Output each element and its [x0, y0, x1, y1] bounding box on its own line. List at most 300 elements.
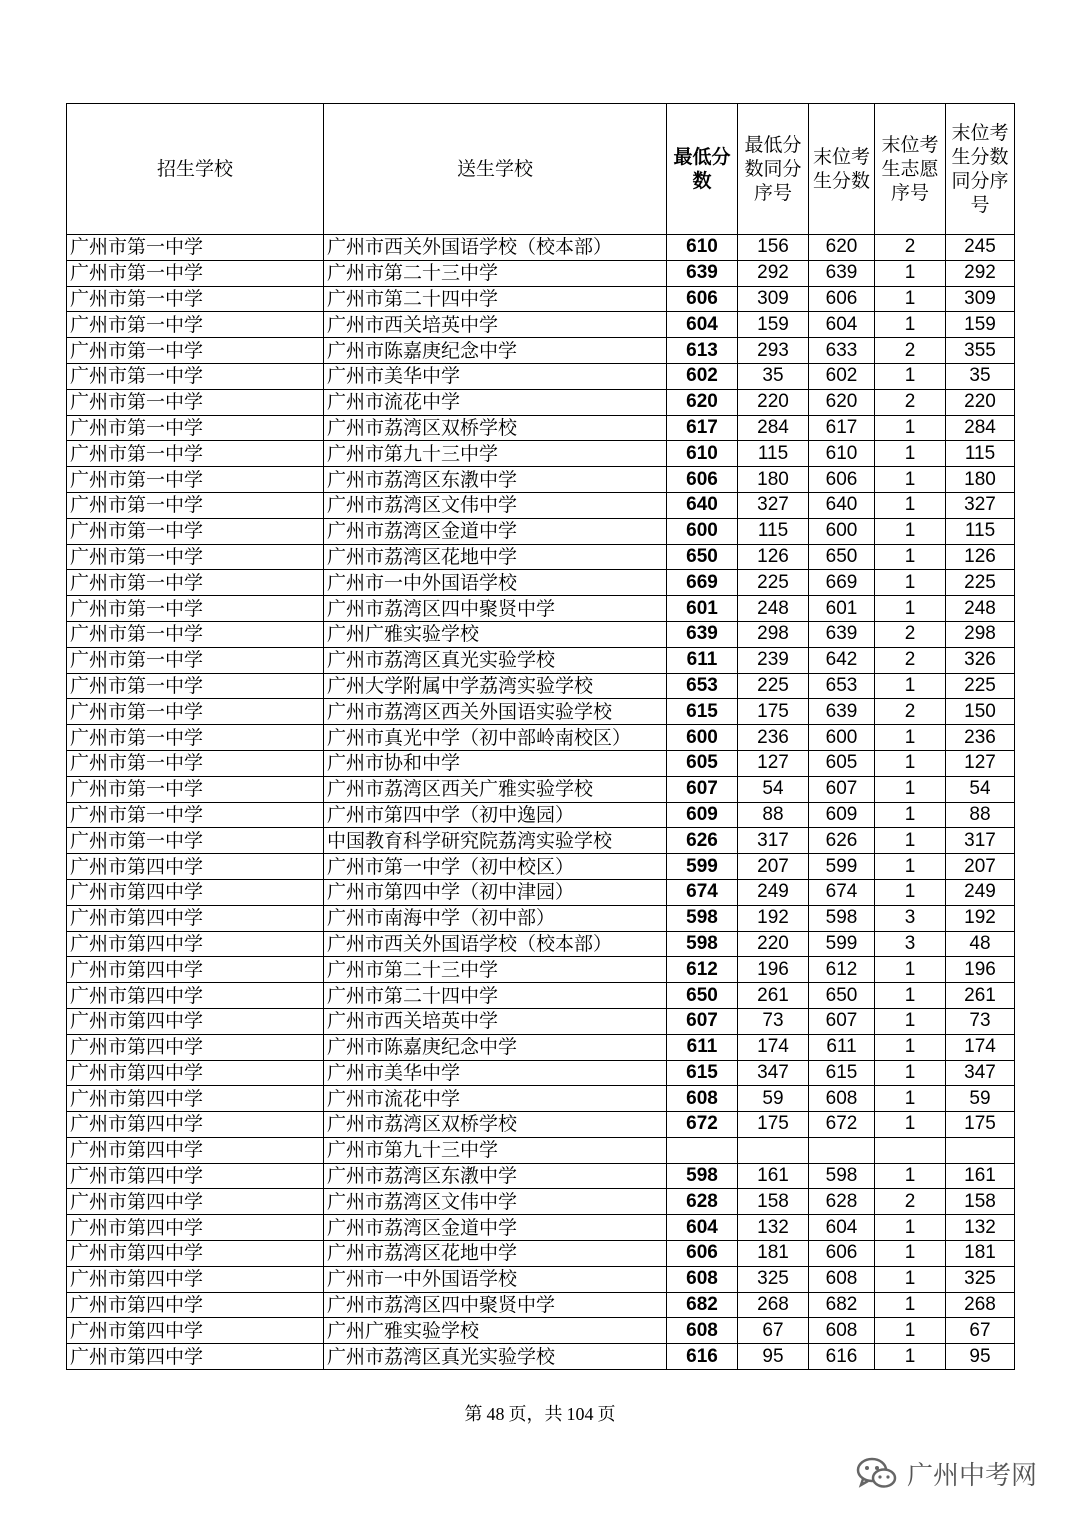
table-row	[67, 1344, 1015, 1370]
cell-sending-school: 广州市一中外国语学校	[324, 1266, 667, 1292]
cell-recruiting-school: 广州市第一中学	[67, 647, 324, 673]
table-row	[67, 725, 1015, 751]
cell-last-choice-no: 1	[875, 544, 946, 570]
cell-last-choice-no: 2	[875, 1189, 946, 1215]
cell-sending-school: 广州大学附属中学荔湾实验学校	[324, 673, 667, 699]
cell-sending-school: 广州广雅实验学校	[324, 1318, 667, 1344]
cell-min-score: 600	[667, 518, 738, 544]
cell-last-score: 611	[809, 1034, 875, 1060]
footer-suffix: 页	[597, 1404, 616, 1424]
header-row	[67, 104, 1015, 235]
cell-last-score-rank: 196	[946, 957, 1015, 983]
cell-last-score-rank: 225	[946, 570, 1015, 596]
cell-min-score: 611	[667, 1034, 738, 1060]
cell-recruiting-school: 广州市第一中学	[67, 621, 324, 647]
cell-recruiting-school: 广州市第四中学	[67, 1137, 324, 1163]
table-row	[67, 312, 1015, 338]
cell-last-score-rank: 261	[946, 983, 1015, 1009]
cell-min-score-rank: 293	[738, 338, 809, 364]
cell-min-score: 604	[667, 1215, 738, 1241]
cell-recruiting-school: 广州市第四中学	[67, 905, 324, 931]
cell-min-score: 610	[667, 441, 738, 467]
cell-min-score-rank: 180	[738, 467, 809, 493]
table-row	[67, 1215, 1015, 1241]
cell-last-choice-no: 2	[875, 338, 946, 364]
cell-recruiting-school: 广州市第四中学	[67, 1292, 324, 1318]
cell-recruiting-school: 广州市第四中学	[67, 983, 324, 1009]
cell-last-score: 682	[809, 1292, 875, 1318]
cell-min-score: 620	[667, 389, 738, 415]
cell-recruiting-school: 广州市第四中学	[67, 957, 324, 983]
cell-last-score: 608	[809, 1318, 875, 1344]
cell-last-score-rank: 59	[946, 1086, 1015, 1112]
cell-min-score: 608	[667, 1266, 738, 1292]
cell-last-choice-no: 1	[875, 286, 946, 312]
cell-min-score-rank: 225	[738, 673, 809, 699]
header-min-score: 最低分数	[667, 104, 738, 235]
cell-last-score: 620	[809, 389, 875, 415]
cell-recruiting-school: 广州市第一中学	[67, 699, 324, 725]
cell-last-score: 642	[809, 647, 875, 673]
cell-last-choice-no: 2	[875, 699, 946, 725]
cell-sending-school: 广州市西关培英中学	[324, 1008, 667, 1034]
cell-sending-school: 广州市美华中学	[324, 363, 667, 389]
cell-sending-school: 广州市第二十四中学	[324, 286, 667, 312]
header-sending-school: 送生学校	[324, 104, 667, 235]
cell-last-score: 650	[809, 544, 875, 570]
header-last-score: 末位考生分数	[809, 104, 875, 235]
cell-last-choice-no: 1	[875, 363, 946, 389]
cell-last-score-rank: 132	[946, 1215, 1015, 1241]
cell-min-score-rank: 132	[738, 1215, 809, 1241]
cell-recruiting-school: 广州市第一中学	[67, 518, 324, 544]
cell-min-score: 600	[667, 725, 738, 751]
cell-min-score-rank: 220	[738, 931, 809, 957]
cell-min-score-rank: 220	[738, 389, 809, 415]
cell-recruiting-school: 广州市第四中学	[67, 1241, 324, 1267]
cell-last-choice-no: 1	[875, 802, 946, 828]
cell-last-score: 617	[809, 415, 875, 441]
cell-recruiting-school: 广州市第一中学	[67, 286, 324, 312]
cell-last-score-rank: 54	[946, 776, 1015, 802]
cell-last-score-rank: 268	[946, 1292, 1015, 1318]
cell-last-score: 606	[809, 1241, 875, 1267]
header-min-score-rank: 最低分数同分序号	[738, 104, 809, 235]
cell-last-score: 653	[809, 673, 875, 699]
cell-recruiting-school: 广州市第一中学	[67, 750, 324, 776]
cell-sending-school: 广州市荔湾区西关广雅实验学校	[324, 776, 667, 802]
cell-min-score-rank: 127	[738, 750, 809, 776]
cell-min-score: 601	[667, 596, 738, 622]
cell-recruiting-school: 广州市第四中学	[67, 931, 324, 957]
cell-last-choice-no: 1	[875, 1292, 946, 1318]
cell-last-score-rank: 161	[946, 1163, 1015, 1189]
cell-last-score: 616	[809, 1344, 875, 1370]
cell-min-score: 682	[667, 1292, 738, 1318]
cell-sending-school: 广州市西关培英中学	[324, 312, 667, 338]
cell-last-score-rank: 284	[946, 415, 1015, 441]
cell-sending-school: 广州市第二十三中学	[324, 260, 667, 286]
cell-sending-school: 广州市荔湾区双桥学校	[324, 415, 667, 441]
cell-recruiting-school: 广州市第一中学	[67, 441, 324, 467]
cell-sending-school: 广州广雅实验学校	[324, 621, 667, 647]
cell-last-choice-no: 1	[875, 879, 946, 905]
cell-last-score: 600	[809, 518, 875, 544]
cell-last-score: 639	[809, 260, 875, 286]
watermark	[855, 1455, 1037, 1492]
cell-min-score-rank: 159	[738, 312, 809, 338]
cell-recruiting-school: 广州市第四中学	[67, 1215, 324, 1241]
cell-sending-school: 广州市陈嘉庚纪念中学	[324, 1034, 667, 1060]
table-row	[67, 1318, 1015, 1344]
table-row	[67, 879, 1015, 905]
table-row	[67, 1266, 1015, 1292]
cell-min-score-rank: 268	[738, 1292, 809, 1318]
cell-min-score-rank: 115	[738, 441, 809, 467]
cell-last-score-rank: 115	[946, 441, 1015, 467]
cell-min-score: 608	[667, 1086, 738, 1112]
cell-last-score-rank: 95	[946, 1344, 1015, 1370]
cell-recruiting-school: 广州市第一中学	[67, 596, 324, 622]
cell-min-score: 599	[667, 854, 738, 880]
table-row	[67, 596, 1015, 622]
cell-min-score: 608	[667, 1318, 738, 1344]
cell-sending-school: 广州市荔湾区金道中学	[324, 518, 667, 544]
cell-last-score-rank: 174	[946, 1034, 1015, 1060]
table-row	[67, 235, 1015, 261]
cell-sending-school: 广州市第一中学（初中校区）	[324, 854, 667, 880]
cell-recruiting-school: 广州市第一中学	[67, 725, 324, 751]
cell-recruiting-school: 广州市第一中学	[67, 776, 324, 802]
table-row	[67, 673, 1015, 699]
cell-recruiting-school: 广州市第一中学	[67, 235, 324, 261]
cell-min-score-rank: 317	[738, 828, 809, 854]
cell-recruiting-school: 广州市第一中学	[67, 570, 324, 596]
cell-recruiting-school: 广州市第四中学	[67, 1086, 324, 1112]
cell-min-score: 617	[667, 415, 738, 441]
cell-sending-school: 广州市陈嘉庚纪念中学	[324, 338, 667, 364]
cell-recruiting-school: 广州市第一中学	[67, 260, 324, 286]
cell-last-score-rank: 249	[946, 879, 1015, 905]
cell-last-score-rank: 317	[946, 828, 1015, 854]
cell-last-score: 620	[809, 235, 875, 261]
cell-min-score-rank: 249	[738, 879, 809, 905]
footer-prefix: 第	[464, 1404, 483, 1424]
cell-last-score-rank: 48	[946, 931, 1015, 957]
cell-min-score-rank: 175	[738, 699, 809, 725]
cell-last-score: 599	[809, 854, 875, 880]
cell-last-choice-no: 2	[875, 647, 946, 673]
cell-recruiting-school: 广州市第一中学	[67, 673, 324, 699]
cell-last-score: 606	[809, 286, 875, 312]
cell-sending-school: 广州市荔湾区西关外国语实验学校	[324, 699, 667, 725]
cell-last-choice-no: 1	[875, 596, 946, 622]
cell-last-choice-no: 3	[875, 905, 946, 931]
cell-min-score-rank: 327	[738, 492, 809, 518]
table-row	[67, 492, 1015, 518]
cell-last-score: 598	[809, 1163, 875, 1189]
cell-min-score-rank: 309	[738, 286, 809, 312]
cell-recruiting-school: 广州市第四中学	[67, 1318, 324, 1344]
cell-recruiting-school: 广州市第一中学	[67, 492, 324, 518]
cell-min-score-rank: 261	[738, 983, 809, 1009]
cell-last-choice-no: 1	[875, 260, 946, 286]
cell-min-score-rank	[738, 1137, 809, 1163]
cell-last-score: 633	[809, 338, 875, 364]
cell-sending-school: 广州市荔湾区四中聚贤中学	[324, 1292, 667, 1318]
cell-last-choice-no: 1	[875, 312, 946, 338]
cell-min-score	[667, 1137, 738, 1163]
cell-min-score-rank: 239	[738, 647, 809, 673]
cell-recruiting-school: 广州市第四中学	[67, 879, 324, 905]
cell-min-score-rank: 161	[738, 1163, 809, 1189]
table-row	[67, 802, 1015, 828]
cell-sending-school: 广州市荔湾区四中聚贤中学	[324, 596, 667, 622]
cell-last-score: 639	[809, 699, 875, 725]
cell-last-choice-no: 1	[875, 1215, 946, 1241]
cell-last-score	[809, 1137, 875, 1163]
cell-last-score: 608	[809, 1086, 875, 1112]
cell-min-score: 598	[667, 905, 738, 931]
cell-min-score-rank: 174	[738, 1034, 809, 1060]
cell-min-score-rank: 284	[738, 415, 809, 441]
cell-last-score-rank: 180	[946, 467, 1015, 493]
cell-last-score: 628	[809, 1189, 875, 1215]
cell-min-score-rank: 59	[738, 1086, 809, 1112]
cell-last-score: 650	[809, 983, 875, 1009]
cell-min-score-rank: 158	[738, 1189, 809, 1215]
cell-last-score: 602	[809, 363, 875, 389]
cell-last-score-rank: 248	[946, 596, 1015, 622]
cell-last-choice-no: 1	[875, 1086, 946, 1112]
cell-sending-school: 广州市第二十四中学	[324, 983, 667, 1009]
cell-sending-school: 广州市荔湾区文伟中学	[324, 492, 667, 518]
cell-min-score: 598	[667, 931, 738, 957]
table-row	[67, 776, 1015, 802]
cell-last-score-rank: 67	[946, 1318, 1015, 1344]
cell-last-choice-no: 1	[875, 467, 946, 493]
cell-last-choice-no: 1	[875, 1241, 946, 1267]
cell-min-score: 640	[667, 492, 738, 518]
table-row	[67, 1008, 1015, 1034]
header-last-choice-no: 末位考生志愿序号	[875, 104, 946, 235]
cell-last-score: 598	[809, 905, 875, 931]
cell-last-choice-no: 1	[875, 725, 946, 751]
cell-last-score: 609	[809, 802, 875, 828]
cell-sending-school: 广州市第四中学（初中津园）	[324, 879, 667, 905]
cell-min-score: 606	[667, 467, 738, 493]
cell-recruiting-school: 广州市第一中学	[67, 338, 324, 364]
cell-recruiting-school: 广州市第四中学	[67, 1034, 324, 1060]
cell-last-choice-no: 2	[875, 389, 946, 415]
cell-last-score: 640	[809, 492, 875, 518]
cell-last-score-rank: 126	[946, 544, 1015, 570]
cell-last-score: 639	[809, 621, 875, 647]
cell-last-choice-no: 1	[875, 570, 946, 596]
table-row	[67, 1163, 1015, 1189]
cell-last-score-rank: 192	[946, 905, 1015, 931]
table-row	[67, 286, 1015, 312]
cell-sending-school: 广州市荔湾区花地中学	[324, 1241, 667, 1267]
cell-last-score-rank: 150	[946, 699, 1015, 725]
cell-sending-school: 广州市一中外国语学校	[324, 570, 667, 596]
cell-last-score: 606	[809, 467, 875, 493]
cell-min-score: 613	[667, 338, 738, 364]
cell-last-score: 674	[809, 879, 875, 905]
wechat-icon	[855, 1456, 899, 1492]
cell-min-score-rank: 54	[738, 776, 809, 802]
table-row	[67, 1112, 1015, 1138]
cell-min-score: 626	[667, 828, 738, 854]
header-last-score-rank: 末位考生分数同分序号	[946, 104, 1015, 235]
cell-min-score: 610	[667, 235, 738, 261]
page-footer	[0, 1400, 1080, 1426]
cell-sending-school: 广州市荔湾区真光实验学校	[324, 647, 667, 673]
cell-last-score: 607	[809, 776, 875, 802]
cell-last-choice-no: 2	[875, 621, 946, 647]
cell-last-score: 600	[809, 725, 875, 751]
cell-sending-school: 中国教育科学研究院荔湾实验学校	[324, 828, 667, 854]
cell-recruiting-school: 广州市第四中学	[67, 1008, 324, 1034]
cell-min-score: 628	[667, 1189, 738, 1215]
cell-recruiting-school: 广州市第四中学	[67, 1112, 324, 1138]
cell-min-score-rank: 88	[738, 802, 809, 828]
cell-last-score-rank: 236	[946, 725, 1015, 751]
cell-sending-school: 广州市第四中学（初中逸园）	[324, 802, 667, 828]
cell-recruiting-school: 广州市第四中学	[67, 1189, 324, 1215]
cell-sending-school: 广州市第二十三中学	[324, 957, 667, 983]
cell-last-score-rank: 159	[946, 312, 1015, 338]
cell-min-score: 615	[667, 699, 738, 725]
cell-min-score-rank: 292	[738, 260, 809, 286]
cell-recruiting-school: 广州市第一中学	[67, 802, 324, 828]
cell-last-score-rank: 325	[946, 1266, 1015, 1292]
cell-min-score-rank: 225	[738, 570, 809, 596]
table-row	[67, 647, 1015, 673]
cell-last-choice-no: 1	[875, 957, 946, 983]
cell-min-score-rank: 156	[738, 235, 809, 261]
cell-last-score-rank: 220	[946, 389, 1015, 415]
table-row	[67, 854, 1015, 880]
cell-recruiting-school: 广州市第四中学	[67, 854, 324, 880]
cell-last-score-rank: 298	[946, 621, 1015, 647]
table-row	[67, 931, 1015, 957]
cell-last-choice-no: 1	[875, 1266, 946, 1292]
cell-recruiting-school: 广州市第四中学	[67, 1163, 324, 1189]
table-row	[67, 518, 1015, 544]
cell-min-score-rank: 298	[738, 621, 809, 647]
cell-recruiting-school: 广州市第一中学	[67, 415, 324, 441]
cell-last-score: 607	[809, 1008, 875, 1034]
cell-sending-school: 广州市协和中学	[324, 750, 667, 776]
cell-min-score: 615	[667, 1060, 738, 1086]
cell-last-choice-no: 1	[875, 828, 946, 854]
cell-last-score-rank: 158	[946, 1189, 1015, 1215]
cell-min-score-rank: 73	[738, 1008, 809, 1034]
cell-min-score-rank: 95	[738, 1344, 809, 1370]
cell-recruiting-school: 广州市第四中学	[67, 1266, 324, 1292]
cell-min-score: 672	[667, 1112, 738, 1138]
table-row	[67, 570, 1015, 596]
cell-min-score-rank: 248	[738, 596, 809, 622]
cell-min-score: 598	[667, 1163, 738, 1189]
cell-last-choice-no: 1	[875, 1060, 946, 1086]
cell-sending-school: 广州市西关外国语学校（校本部）	[324, 931, 667, 957]
cell-last-score: 615	[809, 1060, 875, 1086]
cell-min-score-rank: 192	[738, 905, 809, 931]
cell-sending-school: 广州市美华中学	[324, 1060, 667, 1086]
cell-last-choice-no: 1	[875, 776, 946, 802]
cell-min-score: 612	[667, 957, 738, 983]
cell-min-score: 609	[667, 802, 738, 828]
cell-last-choice-no: 1	[875, 415, 946, 441]
cell-sending-school: 广州市南海中学（初中部）	[324, 905, 667, 931]
cell-last-score: 599	[809, 931, 875, 957]
cell-sending-school: 广州市荔湾区文伟中学	[324, 1189, 667, 1215]
cell-last-score-rank: 88	[946, 802, 1015, 828]
cell-min-score: 607	[667, 1008, 738, 1034]
table-row	[67, 389, 1015, 415]
table-row	[67, 1060, 1015, 1086]
cell-min-score-rank: 207	[738, 854, 809, 880]
cell-min-score: 611	[667, 647, 738, 673]
footer-page-number: 48	[486, 1404, 505, 1424]
cell-min-score: 674	[667, 879, 738, 905]
cell-last-score-rank: 181	[946, 1241, 1015, 1267]
table-row	[67, 621, 1015, 647]
cell-last-choice-no	[875, 1137, 946, 1163]
table-row	[67, 441, 1015, 467]
table-row	[67, 1034, 1015, 1060]
footer-total-pages: 104	[566, 1404, 594, 1424]
table-row	[67, 1086, 1015, 1112]
cell-last-score-rank: 326	[946, 647, 1015, 673]
cell-sending-school: 广州市荔湾区东漖中学	[324, 1163, 667, 1189]
cell-last-score: 605	[809, 750, 875, 776]
cell-sending-school: 广州市西关外国语学校（校本部）	[324, 235, 667, 261]
cell-last-score: 612	[809, 957, 875, 983]
cell-min-score-rank: 175	[738, 1112, 809, 1138]
cell-last-score-rank	[946, 1137, 1015, 1163]
table-row	[67, 338, 1015, 364]
cell-last-choice-no: 1	[875, 492, 946, 518]
cell-last-score-rank: 355	[946, 338, 1015, 364]
cell-last-score-rank: 327	[946, 492, 1015, 518]
cell-last-choice-no: 1	[875, 750, 946, 776]
cell-min-score-rank: 347	[738, 1060, 809, 1086]
cell-min-score: 604	[667, 312, 738, 338]
cell-last-score-rank: 73	[946, 1008, 1015, 1034]
table-row	[67, 983, 1015, 1009]
cell-last-choice-no: 1	[875, 1008, 946, 1034]
cell-last-score-rank: 115	[946, 518, 1015, 544]
cell-last-choice-no: 1	[875, 1112, 946, 1138]
cell-sending-school: 广州市流花中学	[324, 1086, 667, 1112]
cell-last-choice-no: 1	[875, 1318, 946, 1344]
table-row	[67, 467, 1015, 493]
cell-min-score: 607	[667, 776, 738, 802]
cell-sending-school: 广州市流花中学	[324, 389, 667, 415]
cell-last-choice-no: 1	[875, 1163, 946, 1189]
cell-last-score-rank: 127	[946, 750, 1015, 776]
cell-last-score: 608	[809, 1266, 875, 1292]
cell-min-score: 605	[667, 750, 738, 776]
cell-last-score-rank: 207	[946, 854, 1015, 880]
cell-min-score: 669	[667, 570, 738, 596]
table-row	[67, 750, 1015, 776]
cell-recruiting-school: 广州市第一中学	[67, 363, 324, 389]
cell-min-score: 653	[667, 673, 738, 699]
